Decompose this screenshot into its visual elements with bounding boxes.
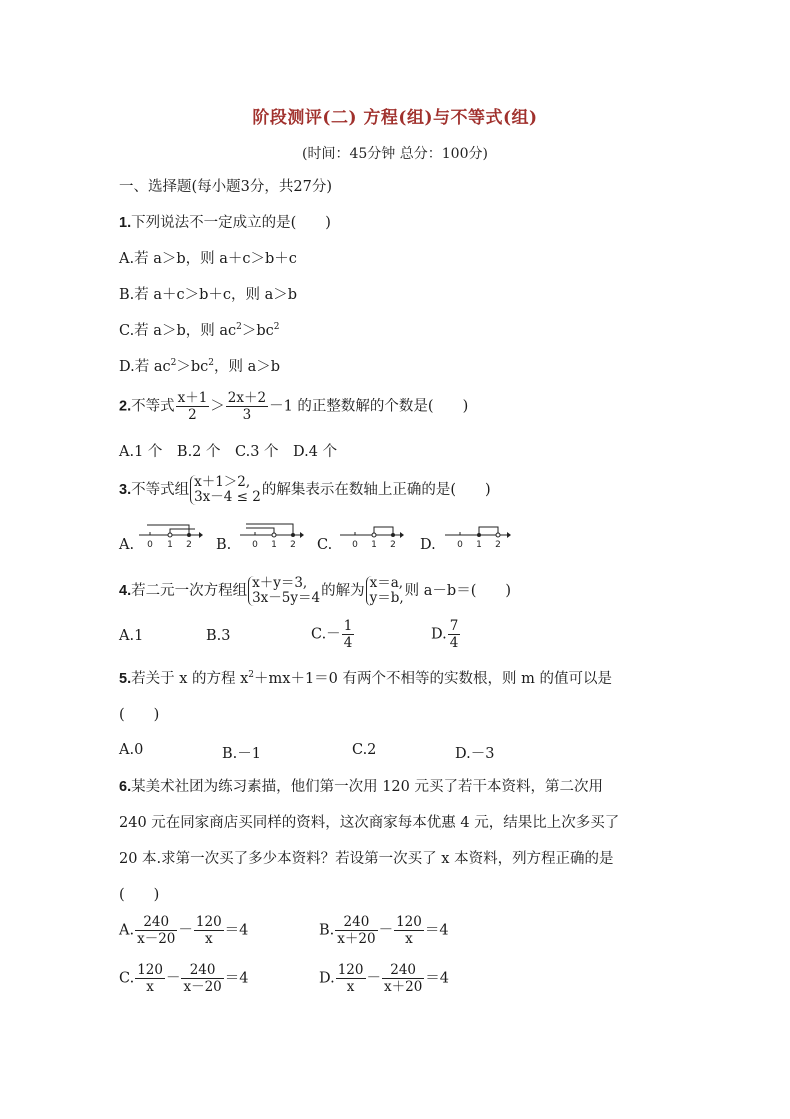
q4-option-a: A.1 [119, 628, 144, 644]
superscript: 2 [208, 358, 214, 369]
denominator: x＋20 [337, 931, 376, 947]
system-line: 3x－4 ≤ 2 [194, 489, 261, 505]
question-stem: 某美术社团为练习素描，他们第一次用 120 元买了若干本资料，第二次用 [131, 779, 603, 795]
question-number: 6. [119, 779, 132, 795]
question-stem: ＋mx＋1＝0 有两个不相等的实数根，则 m 的值可以是 [254, 671, 612, 687]
tick-label: 2 [390, 540, 396, 550]
system-line: y＝b, [369, 590, 404, 606]
q3-option-b-label: B. [216, 537, 232, 553]
option-label: C.－ [311, 626, 341, 643]
question-6-line3: 20 本.求第一次买了多少本资料？若设第一次买了 x 本资料，列方程正确的是 [119, 851, 614, 867]
equation-rhs: ＝4 [224, 970, 249, 987]
q1-option-c-text: ＞bc [241, 323, 274, 339]
denominator: 4 [343, 635, 353, 651]
fraction [194, 914, 224, 947]
q1-option-a: A.若 a＞b，则 a＋c＞b＋c [119, 251, 297, 267]
denominator: 3 [226, 406, 268, 423]
tick-label: 2 [495, 540, 501, 550]
operator: － [366, 970, 381, 987]
denominator: x [336, 978, 366, 995]
q5-answer-paren: ( ) [119, 707, 160, 723]
q5-option-a: A.0 [119, 742, 144, 758]
q3-option-d-label: D. [420, 537, 436, 553]
q1-option-c [119, 322, 279, 340]
numerator: 240 [189, 962, 216, 978]
tick-label: 1 [167, 540, 173, 550]
superscript: 2 [170, 358, 177, 369]
operator: － [378, 922, 394, 939]
denominator: 2 [176, 406, 210, 423]
denominator: x [135, 978, 165, 995]
denominator: x [194, 930, 224, 947]
q4-option-b: B.3 [206, 628, 231, 644]
q5-option-d: D.－3 [455, 746, 495, 762]
solution-system [366, 576, 404, 606]
numerator: x＋1 [177, 390, 208, 406]
question-stem: 的解为 [321, 583, 365, 599]
system-line: x＋y＝3, [252, 575, 308, 591]
question-number: 1. [119, 215, 132, 231]
question-4 [119, 576, 511, 606]
question-number: 2. [119, 398, 132, 415]
operator: － [178, 922, 193, 939]
q4-option-d [431, 618, 461, 651]
fraction [335, 914, 377, 947]
system-line: x＋1＞2, [194, 474, 251, 490]
equation-rhs: ＝4 [224, 922, 249, 939]
option-label: D. [319, 970, 335, 987]
fraction [226, 390, 268, 423]
question-stem: 不等式组 [131, 482, 190, 498]
question-stem: 下列说法不一定成立的是( ) [131, 215, 331, 231]
question-stem: 的解集表示在数轴上正确的是( ) [261, 482, 491, 498]
number-line-b [238, 520, 304, 552]
fraction [394, 914, 424, 947]
option-label: A. [119, 922, 135, 939]
q6-option-b [319, 914, 449, 947]
question-3 [119, 475, 491, 505]
option-label: B. [319, 922, 335, 939]
fraction [135, 962, 165, 995]
equation-rhs: ＝4 [424, 922, 449, 939]
numerator: 240 [390, 962, 417, 978]
question-6-line2: 240 元在同家商店买同样的资料，这次商家每本优惠 4 元，结果比上次多买了 [119, 815, 620, 831]
tick-label: 2 [186, 540, 192, 550]
q1-option-d-text: ＞bc [176, 359, 209, 375]
q1-option-b: B.若 a＋c＞b＋c，则 a＞b [119, 287, 298, 303]
numerator: 2x＋2 [227, 390, 267, 406]
q1-option-d-text: ，则 a＞b [213, 359, 281, 375]
option-label: D. [431, 626, 447, 643]
numerator: 240 [143, 914, 170, 930]
q6-option-c [119, 962, 249, 995]
q1-option-d-text: D.若 ac [119, 359, 171, 375]
number-line-a [137, 520, 203, 552]
denominator: x＋20 [384, 979, 423, 995]
question-2 [119, 390, 468, 423]
number-line-d [443, 520, 513, 552]
q1-option-d [119, 358, 280, 376]
numerator: 120 [137, 962, 163, 978]
numerator: 1 [343, 618, 353, 634]
question-stem: 不等式 [131, 398, 175, 415]
q6-option-d [319, 962, 449, 995]
q6-option-a [119, 914, 248, 947]
system-line: 3x－5y＝4 [252, 590, 321, 606]
denominator: x－20 [137, 931, 176, 947]
q3-option-c-label: C. [317, 537, 333, 553]
section-heading: 一、选择题(每小题3分，共27分) [119, 179, 332, 195]
page-title: 阶段测评(二) 方程(组)与不等式(组) [252, 108, 538, 128]
question-number: 5. [119, 671, 132, 687]
operator: ＞ [210, 398, 225, 415]
tick-label: 1 [371, 540, 377, 550]
q6-answer-paren: ( ) [119, 887, 160, 903]
fraction [176, 390, 210, 423]
tick-label: 2 [290, 540, 296, 550]
question-5 [119, 670, 612, 688]
equation-rhs: ＝4 [425, 970, 450, 987]
system-line: x＝a, [369, 575, 404, 591]
numerator: 7 [449, 618, 459, 634]
fraction [382, 962, 424, 995]
numerator: 120 [396, 914, 422, 930]
question-6 [119, 778, 603, 796]
superscript: 2 [273, 322, 280, 333]
question-stem: 若二元一次方程组 [131, 583, 248, 599]
q5-option-b: B.－1 [222, 746, 261, 762]
q1-option-c-text: C.若 a＞b，则 ac [119, 323, 237, 339]
fraction [448, 618, 461, 651]
tick-label: 0 [147, 540, 153, 550]
tick-label: 0 [457, 540, 463, 550]
numerator: 240 [343, 914, 370, 930]
tick-label: 1 [271, 540, 277, 550]
question-stem: 若关于 x 的方程 x [131, 671, 249, 687]
question-1 [119, 214, 331, 232]
equation-system [248, 576, 320, 606]
tick-label: 0 [252, 540, 258, 550]
page-subtitle: (时间：45分钟 总分：100分) [302, 146, 488, 162]
denominator: 4 [449, 635, 459, 651]
fraction [181, 962, 223, 995]
superscript: 2 [236, 322, 242, 333]
q3-option-a-label: A. [119, 537, 135, 553]
tick-label: 1 [476, 540, 482, 550]
numerator: 120 [337, 962, 364, 978]
q2-options: A.1 个 B.2 个 C.3 个 D.4 个 [119, 444, 338, 460]
q5-option-c: C.2 [352, 742, 377, 758]
question-stem: 则 a－b＝( ) [404, 583, 512, 599]
denominator: x [394, 930, 424, 947]
option-label: C. [119, 970, 135, 987]
question-stem: －1 的正整数解的个数是( ) [269, 398, 469, 415]
number-line-c [338, 520, 404, 552]
fraction [336, 962, 366, 995]
inequality-system [190, 475, 261, 505]
question-number: 4. [119, 583, 132, 599]
denominator: x－20 [183, 979, 222, 995]
fraction [342, 618, 355, 651]
superscript: 2 [248, 670, 255, 681]
q4-option-c [311, 618, 355, 651]
numerator: 120 [195, 914, 222, 930]
operator: － [165, 970, 181, 987]
fraction [135, 914, 177, 947]
question-number: 3. [119, 482, 132, 498]
tick-label: 0 [352, 540, 358, 550]
